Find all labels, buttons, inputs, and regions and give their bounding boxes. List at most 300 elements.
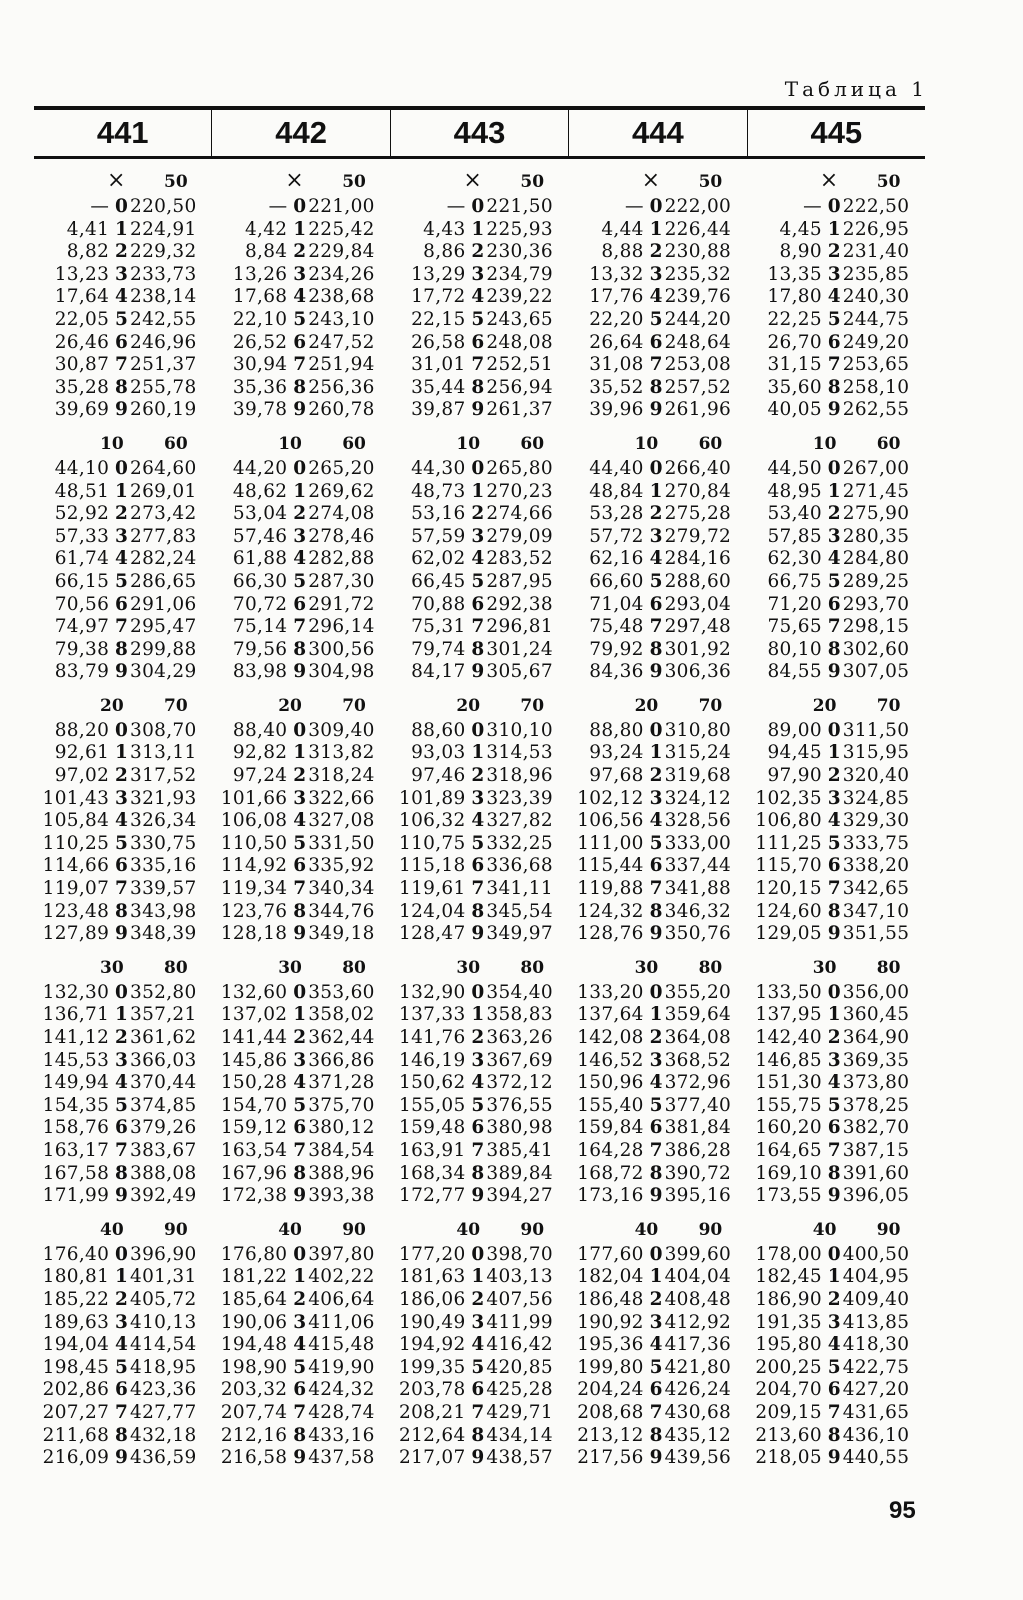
table-row — [390, 982, 568, 1005]
table-row — [34, 571, 212, 594]
table-row — [212, 1072, 390, 1095]
unit-digit: 5 — [827, 570, 841, 592]
left-product: 137,64 — [577, 1004, 644, 1026]
table-row — [747, 264, 925, 287]
left-product: 159,48 — [399, 1117, 466, 1139]
left-product: 66,75 — [767, 570, 822, 592]
table-row — [34, 901, 212, 924]
table-row — [747, 720, 925, 743]
left-product: 88,80 — [589, 719, 644, 741]
right-product: 221,00 — [308, 196, 375, 217]
unit-digit: 1 — [115, 1266, 128, 1288]
unit-digit: 0 — [471, 196, 485, 217]
right-product: 287,30 — [308, 570, 375, 592]
unit-digit: 4 — [649, 1334, 663, 1356]
right-product: 307,05 — [842, 661, 910, 683]
unit-digit: 0 — [649, 1243, 663, 1265]
block-right-multiplier: 50 — [342, 172, 366, 192]
unit-digit: 1 — [115, 1004, 128, 1026]
table-row — [34, 1447, 212, 1470]
table-row — [569, 1140, 747, 1163]
unit-digit: 1 — [293, 742, 307, 764]
unit-digit: 2 — [115, 503, 128, 525]
times-sign: × — [819, 168, 839, 193]
table-row — [212, 788, 390, 811]
left-product: 13,35 — [767, 263, 822, 285]
left-product: 22,15 — [411, 308, 466, 330]
unit-digit: 6 — [827, 855, 841, 877]
table-block — [34, 428, 212, 684]
block-right-multiplier: 90 — [520, 1219, 545, 1240]
left-product: 39,69 — [54, 399, 110, 421]
right-product: 297,48 — [664, 616, 732, 638]
right-product: 354,40 — [486, 981, 553, 1003]
table-row — [390, 878, 568, 901]
table-row — [747, 548, 925, 571]
right-product: 279,72 — [664, 525, 732, 547]
right-product: 386,28 — [664, 1139, 732, 1161]
table-block — [212, 690, 390, 946]
table-row — [390, 286, 568, 309]
block-header — [569, 952, 747, 982]
unit-digit: 5 — [471, 1094, 485, 1116]
left-product: 186,06 — [399, 1288, 466, 1310]
left-product: 8,82 — [66, 241, 110, 263]
unit-digit: 4 — [649, 286, 663, 308]
table-row — [34, 503, 212, 526]
table-row — [747, 377, 925, 400]
table-row — [34, 923, 212, 946]
unit-digit: 7 — [471, 616, 485, 638]
table-row — [212, 526, 390, 549]
left-product: 172,38 — [220, 1185, 288, 1207]
unit-digit: 7 — [649, 1139, 663, 1161]
table-caption: Таблица 1 — [784, 77, 928, 101]
table-row — [34, 332, 212, 355]
left-product: 75,65 — [767, 616, 822, 638]
left-product: 159,84 — [577, 1117, 644, 1139]
right-product: 363,26 — [486, 1027, 553, 1048]
unit-digit: 9 — [827, 399, 841, 421]
right-product: 328,56 — [664, 810, 732, 832]
table-row — [34, 742, 212, 765]
block-left-multiplier: 30 — [278, 957, 302, 978]
left-product: 94,45 — [767, 742, 822, 764]
left-product: 101,66 — [220, 787, 288, 809]
unit-digit: 8 — [293, 1162, 307, 1184]
right-product: 382,70 — [842, 1117, 910, 1139]
right-product: 374,85 — [130, 1094, 197, 1116]
table-row — [569, 901, 747, 924]
right-product: 399,60 — [664, 1243, 732, 1265]
left-product: 75,14 — [232, 616, 288, 638]
table-row — [390, 1117, 568, 1140]
table-block — [747, 690, 925, 946]
table-row — [212, 264, 390, 287]
block-header — [747, 428, 925, 458]
table-row — [212, 1334, 390, 1357]
block-header — [569, 1214, 747, 1244]
left-product: 31,15 — [767, 354, 822, 376]
table-row — [390, 1140, 568, 1163]
left-product: 44,20 — [232, 457, 288, 479]
left-product: 110,25 — [42, 832, 110, 854]
table-row — [390, 1072, 568, 1095]
block-left-multiplier: 30 — [634, 957, 659, 978]
right-product: 358,83 — [486, 1004, 553, 1026]
left-product: 22,05 — [54, 308, 110, 330]
table-row — [34, 639, 212, 662]
unit-digit: 8 — [827, 1162, 841, 1184]
unit-digit: 3 — [471, 787, 485, 809]
unit-digit: 7 — [649, 616, 663, 638]
unit-digit: 4 — [115, 1072, 128, 1094]
right-product: 304,98 — [308, 661, 375, 683]
left-product: 48,51 — [54, 480, 110, 502]
table-row — [390, 765, 568, 788]
unit-digit: 2 — [649, 765, 663, 787]
right-product: 349,97 — [486, 923, 553, 945]
block-header — [212, 690, 390, 720]
unit-digit: 5 — [293, 570, 307, 592]
table-row — [34, 616, 212, 639]
table-row — [390, 332, 568, 355]
table-row — [212, 1163, 390, 1186]
unit-digit: 2 — [115, 1027, 128, 1048]
times-sign: × — [285, 168, 304, 193]
right-product: 261,37 — [486, 399, 553, 421]
left-product: 22,20 — [589, 308, 644, 330]
left-product: 128,18 — [220, 923, 288, 945]
left-product: 132,30 — [42, 981, 110, 1003]
left-product: 97,24 — [232, 765, 288, 787]
unit-digit: 0 — [115, 196, 128, 217]
unit-digit: 8 — [293, 376, 307, 398]
right-product: 340,34 — [308, 878, 375, 900]
block-right-multiplier: 80 — [342, 957, 366, 978]
right-product: 393,38 — [308, 1185, 375, 1207]
left-product: 164,28 — [577, 1139, 644, 1161]
unit-digit: 4 — [827, 1072, 841, 1094]
unit-digit: 9 — [115, 1447, 128, 1469]
left-product: 89,00 — [767, 719, 822, 741]
left-product: 146,19 — [399, 1049, 466, 1071]
right-product: 426,24 — [664, 1379, 732, 1401]
unit-digit: 5 — [115, 1094, 128, 1116]
unit-digit: 1 — [649, 1266, 663, 1288]
table-row — [390, 399, 568, 422]
table-row — [34, 878, 212, 901]
block-left-multiplier: 10 — [278, 433, 302, 454]
left-product: 194,04 — [42, 1334, 110, 1356]
unit-digit: 2 — [471, 241, 485, 263]
table-row — [747, 661, 925, 684]
right-product: 293,04 — [664, 593, 732, 615]
right-product: 234,79 — [486, 263, 553, 285]
unit-digit: 6 — [293, 331, 307, 353]
table-row — [569, 1334, 747, 1357]
table-row — [34, 548, 212, 571]
right-product: 230,36 — [486, 241, 553, 263]
block-left-multiplier: 10 — [456, 433, 481, 454]
table-row — [212, 810, 390, 833]
left-product: 30,94 — [232, 354, 288, 376]
table-block — [569, 952, 747, 1208]
table-row — [569, 1004, 747, 1027]
unit-digit: 4 — [293, 286, 307, 308]
left-product: 190,49 — [399, 1311, 466, 1333]
table-row — [390, 1357, 568, 1380]
right-product: 286,65 — [130, 570, 197, 592]
unit-digit: 1 — [471, 480, 485, 502]
right-product: 379,26 — [130, 1117, 197, 1139]
unit-digit: 7 — [293, 1401, 307, 1423]
table-row — [390, 503, 568, 526]
unit-digit: 2 — [293, 1027, 307, 1048]
table-row — [569, 286, 747, 309]
unit-digit: 1 — [827, 218, 841, 240]
table-row — [569, 639, 747, 662]
table-row — [747, 332, 925, 355]
table-row — [747, 1163, 925, 1186]
right-product: 436,10 — [842, 1424, 910, 1446]
right-product: 369,35 — [842, 1049, 910, 1071]
block-right-multiplier: 50 — [520, 172, 545, 192]
right-product: 341,11 — [486, 878, 553, 900]
table-row — [212, 571, 390, 594]
unit-digit: 6 — [293, 1117, 307, 1139]
block-right-multiplier: 80 — [520, 957, 545, 978]
table-row — [212, 616, 390, 639]
right-product: 230,88 — [664, 241, 732, 263]
unit-digit: 9 — [293, 399, 307, 421]
right-product: 274,08 — [308, 503, 375, 525]
table-row — [390, 901, 568, 924]
table-row — [212, 1117, 390, 1140]
right-product: 299,88 — [130, 638, 197, 660]
unit-digit: 3 — [649, 1049, 663, 1071]
table-row — [212, 833, 390, 856]
table-row — [747, 526, 925, 549]
table-block — [34, 1214, 212, 1470]
right-product: 417,36 — [664, 1334, 732, 1356]
unit-digit: 2 — [293, 1288, 307, 1310]
unit-digit: 5 — [649, 570, 663, 592]
right-product: 355,20 — [664, 981, 732, 1003]
right-product: 335,92 — [308, 855, 375, 877]
right-product: 226,44 — [664, 218, 732, 240]
table-row — [569, 855, 747, 878]
unit-digit: 5 — [115, 1356, 128, 1378]
right-product: 242,55 — [130, 308, 197, 330]
table-row — [212, 1402, 390, 1425]
right-product: 425,28 — [486, 1379, 553, 1401]
right-product: 310,10 — [486, 719, 553, 741]
table-column — [390, 166, 568, 1476]
table-row — [34, 1117, 212, 1140]
unit-digit: 8 — [471, 1162, 485, 1184]
table-row — [212, 1185, 390, 1208]
right-product: 221,50 — [486, 196, 553, 217]
right-product: 411,99 — [486, 1311, 553, 1333]
table-row — [212, 1050, 390, 1073]
left-product: 92,82 — [232, 742, 288, 764]
left-product: 52,92 — [54, 503, 110, 525]
table-row — [569, 1379, 747, 1402]
unit-digit: 3 — [649, 1311, 663, 1333]
left-product: 185,64 — [220, 1288, 288, 1310]
unit-digit: 8 — [293, 900, 307, 922]
block-left-multiplier: 20 — [278, 695, 302, 716]
table-row — [390, 571, 568, 594]
block-header — [569, 166, 747, 196]
right-product: 253,65 — [842, 354, 910, 376]
left-product: 106,32 — [399, 810, 466, 832]
table-row — [34, 458, 212, 481]
unit-digit: 0 — [471, 1243, 485, 1265]
right-product: 321,93 — [130, 787, 197, 809]
right-product: 283,52 — [486, 548, 553, 570]
right-product: 415,48 — [308, 1334, 375, 1356]
unit-digit: 2 — [471, 1288, 485, 1310]
left-product: 66,15 — [54, 570, 110, 592]
left-product: 4,41 — [66, 218, 110, 240]
right-product: 292,38 — [486, 593, 553, 615]
left-product: 146,85 — [755, 1049, 822, 1071]
unit-digit: 9 — [293, 1185, 307, 1207]
page-number: 95 — [889, 1497, 916, 1524]
table-row — [569, 1312, 747, 1335]
block-header — [747, 166, 925, 196]
unit-digit: 9 — [471, 923, 485, 945]
unit-digit: 6 — [649, 1117, 663, 1139]
unit-digit: 5 — [115, 570, 128, 592]
unit-digit: 3 — [827, 1311, 841, 1333]
unit-digit: 8 — [293, 1424, 307, 1446]
left-product: 114,66 — [42, 855, 110, 877]
table-row — [569, 788, 747, 811]
right-product: 262,55 — [842, 399, 910, 421]
right-product: 344,76 — [308, 900, 375, 922]
table-row — [34, 1050, 212, 1073]
unit-digit: 4 — [471, 1072, 485, 1094]
table-row — [569, 309, 747, 332]
table-row — [212, 377, 390, 400]
left-product: — — [624, 196, 644, 217]
right-product: 295,47 — [130, 616, 197, 638]
left-product: 200,25 — [755, 1356, 822, 1378]
right-product: 371,28 — [308, 1072, 375, 1094]
unit-digit: 7 — [827, 616, 841, 638]
table-row — [747, 196, 925, 219]
left-product: 199,80 — [577, 1356, 644, 1378]
right-product: 338,20 — [842, 855, 910, 877]
table-row — [747, 982, 925, 1005]
left-product: 88,60 — [411, 719, 466, 741]
left-product: 61,74 — [54, 548, 110, 570]
unit-digit: 6 — [115, 1117, 128, 1139]
right-product: 368,52 — [664, 1049, 732, 1071]
right-product: 313,82 — [308, 742, 375, 764]
unit-digit: 8 — [115, 1162, 128, 1184]
right-product: 253,08 — [664, 354, 732, 376]
left-product: 150,96 — [577, 1072, 644, 1094]
right-product: 260,19 — [130, 399, 197, 421]
table-row — [34, 286, 212, 309]
unit-digit: 5 — [649, 308, 663, 330]
table-row — [569, 219, 747, 242]
left-product: 145,53 — [42, 1049, 110, 1071]
unit-digit: 8 — [471, 638, 485, 660]
table-row — [390, 548, 568, 571]
left-product: 185,22 — [42, 1288, 110, 1310]
table-row — [390, 788, 568, 811]
unit-digit: 7 — [827, 354, 841, 376]
block-left-multiplier: 40 — [278, 1219, 302, 1240]
table-row — [569, 571, 747, 594]
right-product: 300,56 — [308, 638, 375, 660]
left-product: 48,73 — [411, 480, 466, 502]
table-row — [34, 1379, 212, 1402]
right-product: 405,72 — [130, 1288, 197, 1310]
left-product: 217,56 — [577, 1447, 644, 1469]
right-product: 277,83 — [130, 525, 197, 547]
right-product: 238,68 — [308, 286, 375, 308]
left-product: 217,07 — [399, 1447, 466, 1469]
right-product: 318,24 — [308, 765, 375, 787]
left-product: 132,90 — [399, 981, 466, 1003]
left-product: 168,34 — [399, 1162, 466, 1184]
left-product: 57,85 — [767, 525, 822, 547]
right-product: 251,94 — [308, 354, 375, 376]
left-product: 173,16 — [577, 1185, 644, 1207]
left-product: 141,12 — [42, 1027, 110, 1048]
right-product: 249,20 — [842, 331, 910, 353]
right-product: 222,50 — [842, 196, 910, 217]
unit-digit: 9 — [471, 1447, 485, 1469]
table-row — [390, 639, 568, 662]
right-product: 403,13 — [486, 1266, 553, 1288]
right-product: 229,84 — [308, 241, 375, 263]
block-right-multiplier: 90 — [164, 1219, 188, 1240]
table-row — [212, 481, 390, 504]
right-product: 423,36 — [130, 1379, 197, 1401]
unit-digit: 3 — [115, 525, 128, 547]
left-product: 71,04 — [589, 593, 644, 615]
right-product: 390,72 — [664, 1162, 732, 1184]
table-row — [747, 765, 925, 788]
left-product: 26,52 — [232, 331, 288, 353]
right-product: 370,44 — [130, 1072, 197, 1094]
unit-digit: 9 — [115, 399, 128, 421]
left-product: 101,89 — [399, 787, 466, 809]
table-header-row — [34, 110, 925, 156]
unit-digit: 1 — [827, 742, 841, 764]
left-product: 70,88 — [411, 593, 466, 615]
right-product: 420,85 — [486, 1356, 553, 1378]
left-product: 132,60 — [220, 981, 288, 1003]
right-product: 320,40 — [842, 765, 910, 787]
table-row — [569, 923, 747, 946]
right-product: 359,64 — [664, 1004, 732, 1026]
table-column — [569, 166, 747, 1476]
table-row — [569, 458, 747, 481]
left-product: 13,32 — [589, 263, 644, 285]
unit-digit: 0 — [649, 981, 663, 1003]
block-left-multiplier: 10 — [634, 433, 659, 454]
times-sign: × — [463, 168, 482, 193]
unit-digit: 0 — [471, 719, 485, 741]
